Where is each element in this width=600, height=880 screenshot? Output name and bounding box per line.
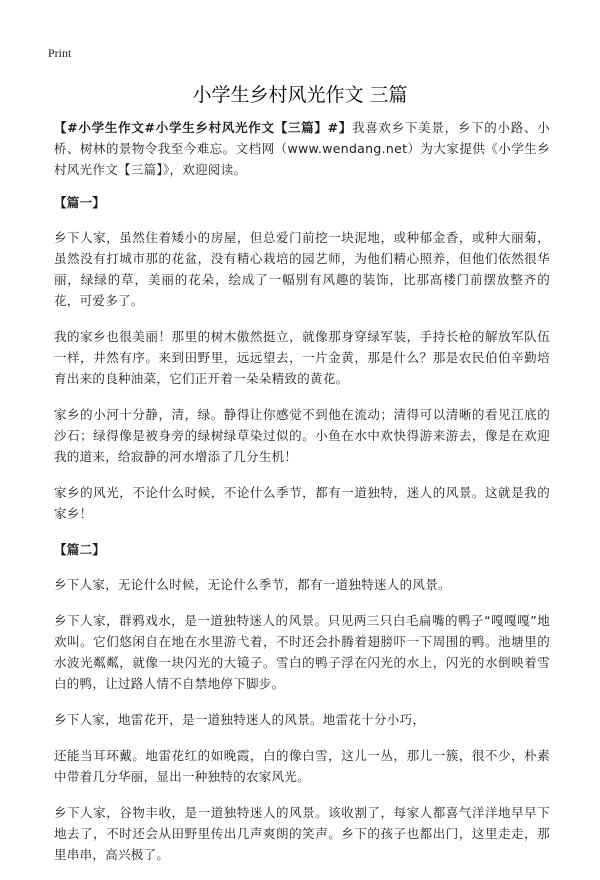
document-title: 小学生乡村风光作文 三篇 — [192, 84, 408, 106]
section-heading-2: 【篇二】 — [54, 542, 106, 557]
section2-paragraph-3: 乡下人家，地雷花开，是一道独特迷人的风景。地雷花十分小巧， — [54, 712, 426, 727]
section1-paragraph-2: 我的家乡也很美丽！那里的树木傲然挺立，就像那身穿绿军装，手持长枪的解放军队伍一样，井然有序。来到田野里，远远望去，一片金黄，那是什么？那是农民伯伯辛勤培育出来的良种油菜，它们正开着一朵朵精致的黄花。 — [54, 329, 550, 386]
section2-paragraph-5: 乡下人家，谷物丰收，是一道独特迷人的风景。该收割了，每家人都喜气洋洋地早早下地去了，不时还会从田野里传出几声爽朗的笑声。乡下的孩子也都出门，这里走走，那里串串，高兴极了。 — [54, 805, 550, 862]
section2-paragraph-4: 还能当耳环戴。地雷花红的如晚霞，白的像白雪，这儿一丛，那儿一簇，很不少，朴素中带着几分华丽，显出一种独特的农家风光。 — [54, 748, 550, 784]
section2-paragraph-1: 乡下人家，无论什么时候，无论什么季节，都有一道独特迷人的风景。 — [54, 577, 451, 592]
section1-paragraph-1: 乡下人家，虽然住着矮小的房屋，但总爱门前挖一块泥地，或种郁金香，或种大丽菊，虽然没有打城市那的花盆，没有精心栽培的园艺师，为他们精心照养，但他们依然很华丽，绿绿的草，美丽的花朵，绘成了一幅别有风趣的装饰，比那高楼门前摆放整齐的花，可爱多了。 — [54, 230, 550, 308]
intro-paragraph — [54, 117, 550, 180]
intro-text: 我喜欢乡下美景，乡下的小路、小桥、树林的景物令我至今难忘。文档网（www.wendang.net）为大家提供《小学生乡村风光作文【三篇】》，欢迎阅读。 — [54, 120, 550, 177]
section-heading-1: 【篇一】 — [54, 195, 106, 210]
section1-paragraph-4: 家乡的风光，不论什么时候，不论什么季节，都有一道独特，迷人的风景。这就是我的家乡！ — [54, 485, 550, 521]
section1-paragraph-3: 家乡的小河十分静，清，绿。静得让你感觉不到他在流动；清得可以清晰的看见江底的沙石；绿得像是被身旁的绿树绿草染过似的。小鱼在水中欢快得游来游去，像是在欢迎我的道来，给寂静的河水增添了几分生机！ — [54, 407, 550, 464]
section2-paragraph-2: 乡下人家，群鸦戏水，是一道独特迷人的风景。只见两三只白毛扁嘴的鸭子“嘎嘎嘎”地欢叫。它们悠闲自在地在水里游弋着，不时还会扑腾着翅膀吓一下周围的鸭。池塘里的水波光粼粼，就像一块闪光的大镜子。雪白的鸭子浮在闪光的水上，闪光的水倒映着雪白的鸭，让过路人情不自禁地停下脚步。 — [54, 613, 550, 691]
intro-tag: 【#小学生作文#小学生乡村风光作文【三篇】#】 — [54, 120, 353, 135]
print-label: Print — [48, 46, 72, 60]
document-body — [54, 117, 550, 880]
